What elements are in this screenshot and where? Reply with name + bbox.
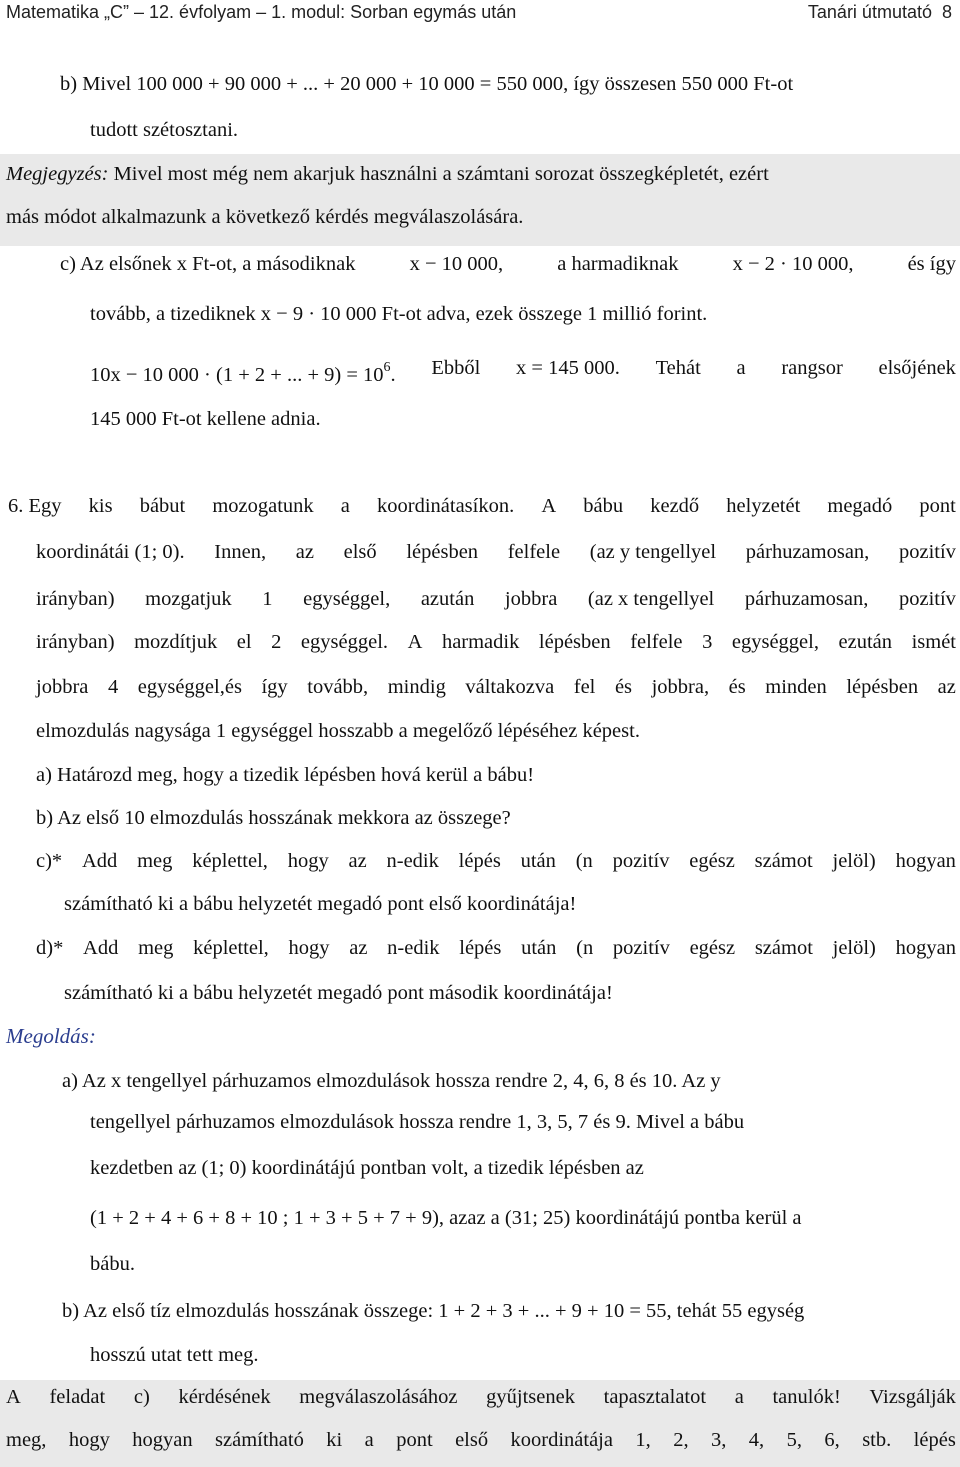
header-right xyxy=(808,0,952,24)
question-c-line1-word: meg xyxy=(137,850,173,872)
question-d-line1-word: meg xyxy=(138,937,174,959)
sol-c-line1 xyxy=(60,250,956,278)
problem-line5-word: egységgel,és xyxy=(137,676,242,698)
problem-line4-word: lépésben xyxy=(538,631,611,653)
final-note-line1-word: Vizsgálják xyxy=(869,1386,956,1408)
question-a: a) Határozd meg, hogy a tizedik lépésben hová kerül a bábu! xyxy=(36,764,535,786)
problem-line2 xyxy=(36,538,956,566)
sol-c-line3-word: x = 145 000. xyxy=(516,357,620,379)
solution-a-line3: kezdetben az (1; 0) koordinátájú pontban volt, a tizedik lépésben az xyxy=(90,1157,644,1179)
final-note-line2-word: ki xyxy=(326,1429,343,1451)
page-number: 8 xyxy=(941,2,952,22)
question-d-line1-word: után xyxy=(521,937,557,959)
question-d-line1-word: Add xyxy=(83,937,119,959)
question-d-line1-word: az xyxy=(349,937,368,959)
final-note-line2-word: hogyan xyxy=(132,1429,193,1451)
problem-line5 xyxy=(36,673,956,701)
problem-line4-word: ezután xyxy=(838,631,893,653)
problem-line2-word: lépésben xyxy=(406,541,479,563)
solution-a-line2: tengellyel párhuzamos elmozdulások hossza rendre 1, 3, 5, 7 és 9. Mivel a bábu xyxy=(90,1111,745,1133)
problem-line3-word: pozitív xyxy=(898,588,956,610)
problem-line1-word: bábut xyxy=(139,495,186,517)
final-note-line2-word: stb. xyxy=(862,1429,892,1451)
question-d-line1-word: (n xyxy=(576,937,594,959)
question-d-line1-word: hogy xyxy=(288,937,330,959)
question-c-line1-word: hogyan xyxy=(895,850,956,872)
problem-line5-word: fel xyxy=(573,676,596,698)
problem-line3-word: (az x tengellyel xyxy=(587,588,715,610)
question-d-line1 xyxy=(36,934,956,962)
sol-c-line3-word: Tehát xyxy=(655,357,701,379)
question-d-line1-word: lépés xyxy=(459,937,502,959)
final-note-line2-word: 2, xyxy=(673,1429,689,1451)
problem-line5-word: így xyxy=(261,676,288,698)
problem-line1-word: pont xyxy=(919,495,956,517)
problem-line1-word: 6. Egy xyxy=(8,495,62,517)
question-c-line1 xyxy=(36,847,956,875)
solution-label: Megoldás: xyxy=(6,1024,96,1048)
solution-b-line2: hosszú utat tett meg. xyxy=(90,1344,259,1366)
sol-c-line1-word: x − 2 · 10 000, xyxy=(732,253,854,275)
solution-a-line5: bábu. xyxy=(90,1253,135,1275)
problem-line3-word: irányban) xyxy=(36,588,115,610)
final-note-line2-word: a xyxy=(364,1429,374,1451)
problem-line1-word: megadó xyxy=(827,495,893,517)
question-b: b) Az első 10 elmozdulás hosszának mekkora az összege? xyxy=(36,807,511,829)
problem-line4-word: felfele xyxy=(630,631,683,653)
final-note-line2-word: pont xyxy=(396,1429,433,1451)
final-note-line2-word: 5, xyxy=(786,1429,802,1451)
problem-line6: elmozdulás nagysága 1 egységgel hosszabb a megelőző lépéséhez képest. xyxy=(36,720,640,742)
final-note-line2-word: hogy xyxy=(68,1429,110,1451)
sol-c-line3 xyxy=(90,354,956,389)
sol-b-line1: b) Mivel 100 000 + 90 000 + ... + 20 000 + 10 000 = 550 000, így összesen 550 000 Ft-ot xyxy=(60,73,794,95)
solution-b-line1: b) Az első tíz elmozdulás hosszának összege: 1 + 2 + 3 + ... + 9 + 10 = 55, tehát 55 egység xyxy=(62,1300,805,1322)
problem-line5-word: minden xyxy=(765,676,827,698)
final-note-line1-word: a xyxy=(734,1386,744,1408)
final-note-line1-word: gyűjtsenek xyxy=(486,1386,575,1408)
final-note-line1-word: megválaszolásához xyxy=(299,1386,458,1408)
final-note-line2-word: koordinátája xyxy=(510,1429,613,1451)
problem-line5-word: lépésben xyxy=(846,676,919,698)
sol-c-eq-exponent: 6 xyxy=(383,360,391,375)
problem-line2-word: Innen, xyxy=(214,541,267,563)
final-note-line2 xyxy=(6,1426,956,1454)
problem-line2-word: első xyxy=(343,541,377,563)
problem-line2-word: koordinátái (1; 0). xyxy=(36,541,185,563)
final-note-line2-word: 4, xyxy=(748,1429,765,1451)
solution-a-line1: a) Az x tengellyel párhuzamos elmozdulások hossza rendre 2, 4, 6, 8 és 10. Az y xyxy=(62,1070,721,1092)
problem-line5-word: tovább, xyxy=(307,676,369,698)
problem-line5-word: és xyxy=(614,676,633,698)
problem-line1-word: bábu xyxy=(583,495,624,517)
final-note-line1-word: kérdésének xyxy=(178,1386,271,1408)
question-c-line1-word: jelöl) xyxy=(832,850,876,872)
problem-line4-word: 2 xyxy=(271,631,282,653)
problem-line1-word: koordinátasíkon. xyxy=(377,495,515,517)
problem-line4-word: ismét xyxy=(911,631,956,653)
final-note-line2-word: meg, xyxy=(6,1429,47,1451)
final-note-line1-word: tapasztalatot xyxy=(603,1386,707,1408)
question-c-line1-word: egész xyxy=(689,850,735,872)
problem-line1 xyxy=(8,492,956,520)
problem-line5-word: 4 xyxy=(107,676,119,698)
final-note-line2-word: számítható xyxy=(215,1429,304,1451)
final-note-line1-word: A xyxy=(6,1386,21,1408)
problem-line5-word: és xyxy=(728,676,746,698)
question-c-line1-word: hogy xyxy=(287,850,329,872)
problem-line5-word: mindig xyxy=(387,676,446,698)
question-c-line1-word: (n xyxy=(575,850,593,872)
question-d-line2: számítható ki a bábu helyzetét megadó pont második koordinátája! xyxy=(64,982,613,1004)
problem-line3-word: azután xyxy=(420,588,475,610)
sol-b-line2: tudott szétosztani. xyxy=(90,119,239,141)
problem-line2-word: (az y tengellyel xyxy=(589,541,717,563)
problem-line2-word: az xyxy=(295,541,314,563)
problem-line4-word: mozdítjuk xyxy=(134,631,218,653)
sol-c-line3-word: rangsor xyxy=(781,357,843,379)
question-c-line1-word: számot xyxy=(754,850,813,872)
problem-line3-word: párhuzamosan, xyxy=(744,588,869,610)
question-c-line1-word: n-edik xyxy=(386,850,439,872)
problem-line1-word: a xyxy=(340,495,350,517)
problem-line1-word: helyzetét xyxy=(726,495,801,517)
question-d-line1-word: d)* xyxy=(36,937,64,959)
final-note-line1-word: c) xyxy=(133,1386,150,1408)
final-note-line2-word: 1, xyxy=(635,1429,651,1451)
question-d-line1-word: egész xyxy=(689,937,736,959)
problem-line4-word: egységgel, xyxy=(731,631,819,653)
question-c-line1-word: lépés xyxy=(458,850,501,872)
final-note-line1 xyxy=(6,1383,956,1411)
sol-c-line3-word: elsőjének xyxy=(878,357,956,379)
problem-line4-word: egységgel. xyxy=(300,631,389,653)
final-note-line2-word: első xyxy=(455,1429,489,1451)
sol-c-line1-word: x − 10 000, xyxy=(409,253,504,275)
problem-line3-word: jobbra xyxy=(504,588,558,610)
running-header xyxy=(0,0,960,24)
problem-line1-word: kis xyxy=(88,495,113,517)
header-title: Matematika „C” – 12. évfolyam – 1. modul: Sorban egymás után xyxy=(6,2,517,22)
question-c-line1-word: az xyxy=(348,850,367,872)
question-d-line1-word: számot xyxy=(754,937,813,959)
problem-line5-word: az xyxy=(937,676,956,698)
note-label: Megjegyzés: xyxy=(6,163,109,185)
note-line1 xyxy=(6,160,769,188)
note-line2: más módot alkalmazunk a következő kérdés megválaszolására. xyxy=(6,206,524,228)
sol-c-equation: 10x − 10 000 · (1 + 2 + ... + $9) = 10^6$. xyxy=(90,360,396,386)
sol-c-line4: 145 000 Ft-ot kellene adnia. xyxy=(90,408,321,430)
sol-c-line1-word: a harmadiknak xyxy=(557,253,679,275)
problem-line4-word: A xyxy=(407,631,423,653)
problem-line3-word: mozgatjuk xyxy=(145,588,232,610)
note-text1: Mivel most még nem akarjuk használni a számtani sorozat összegképletét, ezért xyxy=(108,163,769,185)
question-d-line1-word: n-edik xyxy=(387,937,440,959)
problem-line1-word: mozogatunk xyxy=(212,495,314,517)
problem-line4-word: el xyxy=(236,631,252,653)
problem-line3-word: egységgel, xyxy=(303,588,391,610)
question-c-line1-word: Add xyxy=(81,850,118,872)
question-c-line1-word: pozitív xyxy=(612,850,670,872)
question-d-line1-word: jelöl) xyxy=(832,937,876,959)
problem-line2-word: párhuzamosan, xyxy=(745,541,870,563)
question-c-line2: számítható ki a bábu helyzetét megadó pont első koordinátája! xyxy=(64,893,577,915)
problem-line4-word: harmadik xyxy=(441,631,520,653)
problem-line3 xyxy=(36,585,956,613)
problem-line4-word: 3 xyxy=(702,631,713,653)
problem-line5-word: jobbra, xyxy=(651,676,710,698)
problem-line1-word: kezdő xyxy=(650,495,700,517)
problem-line5-word: váltakozva xyxy=(465,676,555,698)
final-note-line1-word: feladat xyxy=(49,1386,106,1408)
problem-line5-word: jobbra xyxy=(36,676,89,698)
question-d-line1-word: pozitív xyxy=(612,937,670,959)
final-note-line2-word: 3, xyxy=(711,1429,727,1451)
question-c-line1-word: képlettel, xyxy=(192,850,268,872)
problem-line1-word: A xyxy=(541,495,557,517)
problem-line4 xyxy=(36,628,956,656)
final-note-line2-word: lépés xyxy=(913,1429,956,1451)
problem-line3-word: 1 xyxy=(262,588,273,610)
header-guide-label: Tanári útmutató xyxy=(807,2,932,22)
sol-c-line2: tovább, a tizediknek x − 9 · 10 000 Ft-ot adva, ezek összege 1 millió forint. xyxy=(90,303,708,325)
question-c-line1-word: c)* xyxy=(36,850,63,872)
question-d-line1-word: képlettel, xyxy=(193,937,269,959)
problem-line2-word: felfele xyxy=(507,541,561,563)
sol-c-eq-main: 10x − 10 000 · (1 + 2 + ... + 9) = 10 xyxy=(90,364,384,386)
sol-c-line3-word: Ebből xyxy=(431,357,481,379)
problem-line4-word: irányban) xyxy=(36,631,115,653)
sol-c-line1-word: c) Az elsőnek x Ft-ot, a másodiknak xyxy=(60,253,356,275)
final-note-line2-word: 6, xyxy=(824,1429,840,1451)
final-note-line1-word: tanulók! xyxy=(772,1386,841,1408)
problem-line2-word: pozitív xyxy=(898,541,956,563)
question-c-line1-word: után xyxy=(520,850,556,872)
question-d-line1-word: hogyan xyxy=(895,937,956,959)
sol-c-line3-word: a xyxy=(736,357,746,379)
solution-a-line4: (1 + 2 + 4 + 6 + 8 + 10 ; 1 + 3 + 5 + 7 + 9), azaz a (31; 25) koordinátájú pontba kerül a xyxy=(90,1207,802,1229)
sol-c-line1-word: és így xyxy=(907,253,956,275)
